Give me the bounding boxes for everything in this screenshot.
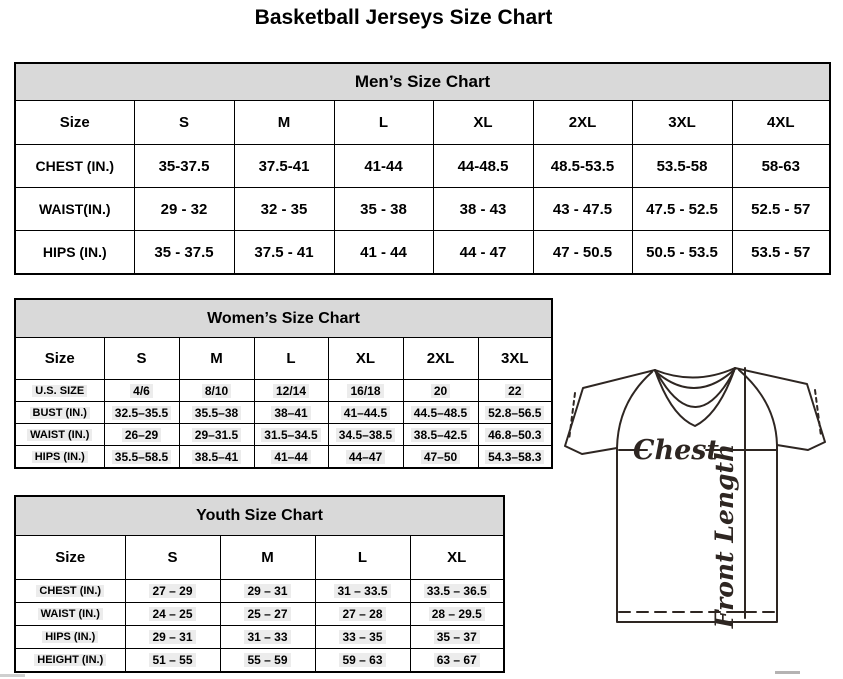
mens-size-value-cell <box>334 188 433 231</box>
womens-size-value: 20 <box>431 384 450 398</box>
mens-table-row <box>15 231 830 275</box>
womens-row-label-text: U.S. SIZE <box>32 385 87 397</box>
youth-size-value-cell <box>125 626 220 649</box>
mens-size-value: 35-37.5 <box>158 157 210 175</box>
womens-size-value: 44.5–48.5 <box>411 406 470 420</box>
youth-table-row <box>15 626 504 649</box>
womens-size-value-cell <box>403 446 478 469</box>
womens-size-value-cell <box>104 380 179 402</box>
mens-size-value-cell <box>632 145 732 188</box>
womens-size-value: 38–41 <box>271 406 310 420</box>
womens-table-row <box>15 380 552 402</box>
youth-size-value-cell <box>315 626 410 649</box>
youth-size-value-cell <box>410 626 504 649</box>
mens-row-label-text: CHEST (IN.) <box>35 158 115 174</box>
mens-row-label <box>15 188 134 231</box>
mens-column-header: XL <box>433 101 533 145</box>
mens-size-value: 41-44 <box>364 157 403 175</box>
mens-column-header-row <box>15 101 830 145</box>
artifact-bar-left <box>0 674 25 677</box>
womens-size-value: 54.3–58.3 <box>485 450 544 464</box>
womens-size-value: 41–44 <box>271 450 310 464</box>
womens-row-label <box>15 402 104 424</box>
youth-column-header: XL <box>410 536 504 580</box>
jersey-outline-drawing <box>555 360 843 645</box>
page-title: Basketball Jerseys Size Chart <box>254 6 553 29</box>
womens-size-value: 29–31.5 <box>192 428 241 442</box>
youth-size-value-cell <box>125 603 220 626</box>
mens-column-header: Size <box>15 101 134 145</box>
womens-row-label <box>15 424 104 446</box>
youth-chart-title: Youth Size Chart <box>15 496 504 536</box>
mens-size-value: 38 - 43 <box>459 200 507 218</box>
mens-size-value-cell <box>234 145 334 188</box>
mens-size-value: 43 - 47.5 <box>552 200 613 218</box>
womens-size-value: 41–44.5 <box>341 406 390 420</box>
youth-size-value-cell <box>315 649 410 673</box>
mens-size-value: 44-48.5 <box>457 157 509 175</box>
mens-size-value: 32 - 35 <box>260 200 308 218</box>
youth-row-label-text: HIPS (IN.) <box>42 631 98 643</box>
mens-size-value-cell <box>234 231 334 275</box>
mens-size-chart-table <box>14 62 831 275</box>
mens-size-value: 53.5 - 57 <box>751 243 811 261</box>
youth-row-label-text: CHEST (IN.) <box>36 585 104 597</box>
womens-size-value: 32.5–35.5 <box>112 406 171 420</box>
womens-size-value: 22 <box>505 384 524 398</box>
mens-size-value: 47 - 50.5 <box>552 243 613 261</box>
youth-size-value: 59 – 63 <box>339 653 385 667</box>
mens-size-value: 35 - 37.5 <box>154 243 214 261</box>
mens-row-label-text: HIPS (IN.) <box>42 244 107 260</box>
mens-table-row <box>15 188 830 231</box>
womens-size-value: 35.5–58.5 <box>112 450 171 464</box>
womens-row-label-text: WAIST (IN.) <box>27 429 92 441</box>
womens-size-value-cell <box>254 446 328 469</box>
womens-size-value-cell <box>403 380 478 402</box>
womens-size-value-cell <box>254 402 328 424</box>
womens-size-value: 38.5–41 <box>192 450 241 464</box>
mens-size-value: 52.5 - 57 <box>751 200 811 218</box>
mens-size-value-cell <box>732 188 830 231</box>
womens-size-value-cell <box>328 424 403 446</box>
womens-row-label <box>15 380 104 402</box>
womens-table-row <box>15 446 552 469</box>
youth-size-value-cell <box>125 649 220 673</box>
womens-column-header: M <box>179 338 254 380</box>
front-length-label: Front Length <box>710 443 739 629</box>
womens-column-header-row <box>15 338 552 380</box>
mens-size-value: 35 - 38 <box>360 200 407 218</box>
chest-label: Chest <box>633 435 719 466</box>
mens-size-value-cell <box>533 188 632 231</box>
womens-size-value-cell <box>403 424 478 446</box>
mens-size-value-cell <box>533 231 632 275</box>
youth-size-value: 27 – 28 <box>339 607 385 621</box>
mens-size-value: 41 - 44 <box>360 243 407 261</box>
mens-size-value-cell <box>433 231 533 275</box>
mens-size-value-cell <box>732 231 830 275</box>
womens-table-row <box>15 424 552 446</box>
jersey-measurement-diagram <box>555 360 843 645</box>
mens-size-value: 53.5-58 <box>656 157 708 175</box>
womens-chart-title: Women’s Size Chart <box>15 299 552 338</box>
youth-size-value: 28 – 29.5 <box>429 607 485 621</box>
youth-table-row <box>15 603 504 626</box>
youth-size-value: 25 – 27 <box>244 607 290 621</box>
womens-size-value-cell <box>478 380 552 402</box>
mens-size-value: 50.5 - 53.5 <box>646 243 718 261</box>
mens-size-value-cell <box>334 145 433 188</box>
womens-size-value: 52.8–56.5 <box>485 406 544 420</box>
womens-size-value: 31.5–34.5 <box>261 428 320 442</box>
womens-row-label-text: BUST (IN.) <box>30 407 90 419</box>
womens-size-value-cell <box>179 446 254 469</box>
youth-size-value-cell <box>125 580 220 603</box>
mens-chart-title: Men’s Size Chart <box>15 63 830 101</box>
womens-size-value: 46.8–50.3 <box>485 428 544 442</box>
youth-size-value-cell <box>220 603 315 626</box>
womens-size-value: 35.5–38 <box>192 406 241 420</box>
youth-row-label-text: WAIST (IN.) <box>38 608 103 620</box>
mens-size-value-cell <box>134 145 234 188</box>
mens-column-header: 3XL <box>632 101 732 145</box>
youth-column-header-row <box>15 536 504 580</box>
jersey-collar-top <box>655 368 735 378</box>
womens-size-chart-table <box>14 298 553 469</box>
womens-column-header: Size <box>15 338 104 380</box>
jersey-body-outline <box>617 445 777 622</box>
womens-size-value: 4/6 <box>130 384 153 398</box>
womens-size-value: 26–29 <box>122 428 161 442</box>
mens-size-value: 29 - 32 <box>160 200 208 218</box>
youth-column-header: S <box>125 536 220 580</box>
mens-size-value-cell <box>134 231 234 275</box>
womens-size-value-cell <box>478 424 552 446</box>
womens-size-value-cell <box>328 402 403 424</box>
womens-size-value-cell <box>104 424 179 446</box>
youth-column-header: M <box>220 536 315 580</box>
womens-column-header: XL <box>328 338 403 380</box>
youth-size-value: 63 – 67 <box>434 653 480 667</box>
mens-column-header: 2XL <box>533 101 632 145</box>
youth-size-chart-table <box>14 495 505 673</box>
mens-size-value: 48.5-53.5 <box>550 157 615 175</box>
youth-size-value-cell <box>220 626 315 649</box>
mens-column-header: L <box>334 101 433 145</box>
mens-size-value-cell <box>632 231 732 275</box>
mens-row-label <box>15 231 134 275</box>
youth-size-value: 31 – 33 <box>244 630 290 644</box>
womens-size-value: 44–47 <box>346 450 385 464</box>
youth-size-value-cell <box>315 580 410 603</box>
youth-size-value: 27 – 29 <box>149 584 195 598</box>
mens-column-header: 4XL <box>732 101 830 145</box>
mens-size-value: 47.5 - 52.5 <box>646 200 718 218</box>
youth-column-header: L <box>315 536 410 580</box>
womens-size-value-cell <box>179 424 254 446</box>
youth-size-value: 35 – 37 <box>434 630 480 644</box>
youth-size-value: 51 – 55 <box>149 653 195 667</box>
youth-size-value-cell <box>410 603 504 626</box>
womens-size-value-cell <box>179 402 254 424</box>
womens-column-header: 2XL <box>403 338 478 380</box>
youth-row-label <box>15 626 125 649</box>
womens-column-header: L <box>254 338 328 380</box>
womens-column-header: S <box>104 338 179 380</box>
youth-row-label <box>15 580 125 603</box>
mens-size-value-cell <box>334 231 433 275</box>
mens-size-value: 37.5 - 41 <box>254 243 314 261</box>
mens-size-value-cell <box>632 188 732 231</box>
mens-size-value-cell <box>134 188 234 231</box>
mens-size-value-cell <box>433 188 533 231</box>
youth-row-label-text: HEIGHT (IN.) <box>34 654 106 666</box>
womens-row-label <box>15 446 104 469</box>
mens-size-value: 37.5-41 <box>258 157 310 175</box>
womens-size-value: 47–50 <box>421 450 460 464</box>
womens-size-value-cell <box>478 446 552 469</box>
mens-size-value-cell <box>234 188 334 231</box>
womens-size-value-cell <box>328 446 403 469</box>
youth-table-row <box>15 580 504 603</box>
youth-size-value-cell <box>220 649 315 673</box>
womens-row-label-text: HIPS (IN.) <box>32 451 88 463</box>
youth-column-header: Size <box>15 536 125 580</box>
youth-table-row <box>15 649 504 673</box>
mens-size-value-cell <box>732 145 830 188</box>
womens-size-value: 8/10 <box>202 384 231 398</box>
youth-size-value-cell <box>410 580 504 603</box>
youth-size-value: 31 – 33.5 <box>334 584 390 598</box>
mens-column-header: M <box>234 101 334 145</box>
youth-size-value: 24 – 25 <box>149 607 195 621</box>
youth-size-value: 29 – 31 <box>244 584 290 598</box>
womens-size-value-cell <box>179 380 254 402</box>
womens-size-value-cell <box>104 446 179 469</box>
womens-size-value: 34.5–38.5 <box>336 428 395 442</box>
youth-size-value-cell <box>410 649 504 673</box>
mens-size-value-cell <box>533 145 632 188</box>
womens-size-value-cell <box>478 402 552 424</box>
womens-size-value: 12/14 <box>273 384 309 398</box>
womens-size-value-cell <box>254 380 328 402</box>
womens-size-value-cell <box>403 402 478 424</box>
youth-size-value-cell <box>220 580 315 603</box>
youth-row-label <box>15 603 125 626</box>
womens-table-row <box>15 402 552 424</box>
womens-size-value-cell <box>104 402 179 424</box>
youth-row-label <box>15 649 125 673</box>
womens-column-header: 3XL <box>478 338 552 380</box>
mens-row-label <box>15 145 134 188</box>
youth-size-value: 33 – 35 <box>339 630 385 644</box>
artifact-bar-right <box>775 671 800 674</box>
youth-size-value: 29 – 31 <box>149 630 195 644</box>
mens-size-value: 44 - 47 <box>459 243 507 261</box>
mens-table-row <box>15 145 830 188</box>
womens-size-value: 16/18 <box>347 384 383 398</box>
youth-size-value: 33.5 – 36.5 <box>424 584 490 598</box>
womens-size-value: 38.5–42.5 <box>411 428 470 442</box>
mens-row-label-text: WAIST(IN.) <box>38 201 111 217</box>
youth-size-value: 55 – 59 <box>244 653 290 667</box>
mens-size-value: 58-63 <box>761 157 800 175</box>
womens-size-value-cell <box>254 424 328 446</box>
youth-size-value-cell <box>315 603 410 626</box>
mens-column-header: S <box>134 101 234 145</box>
mens-size-value-cell <box>433 145 533 188</box>
womens-size-value-cell <box>328 380 403 402</box>
